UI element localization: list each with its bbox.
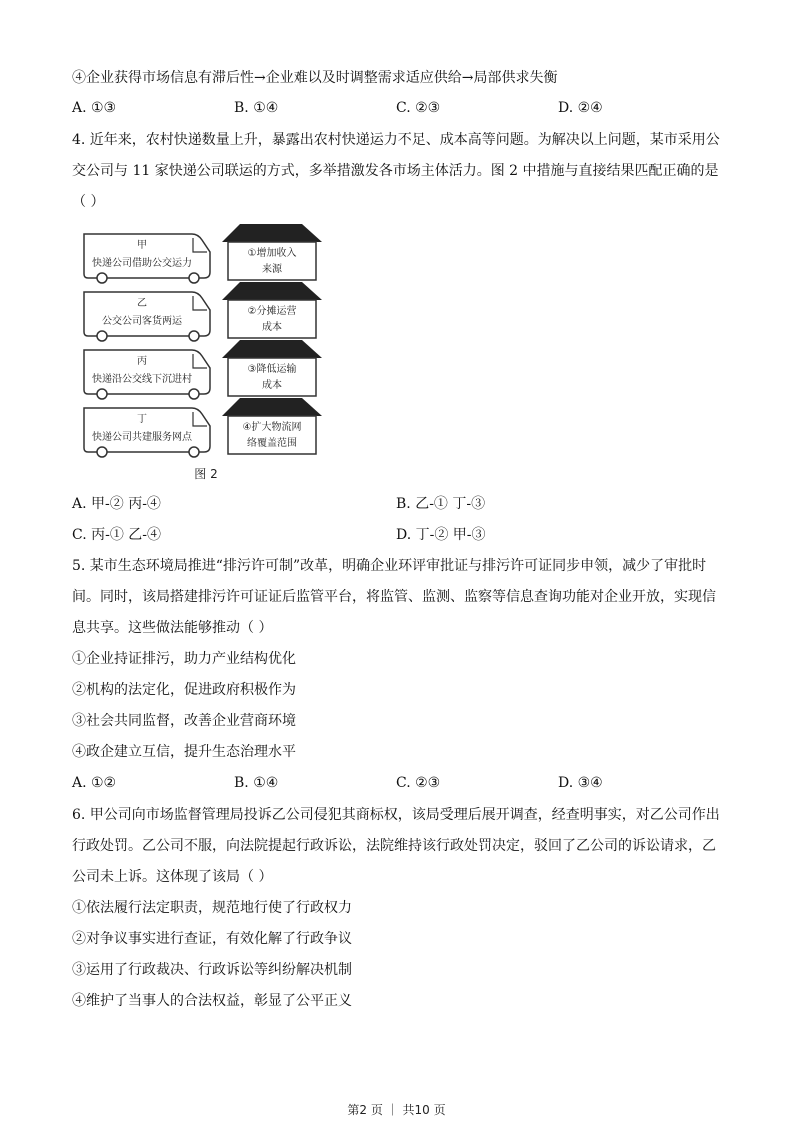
truck-label: 甲 — [137, 240, 147, 251]
house-roof — [222, 398, 322, 416]
truck-wheel — [189, 447, 199, 457]
q6-item-4: ④维护了当事人的合法权益，彰显了公平正义 — [72, 993, 352, 1009]
house-group — [222, 224, 322, 454]
house-text-line-2: 成本 — [262, 380, 282, 391]
figure-2 — [72, 222, 332, 484]
q3-item-4: ④企业获得市场信息有滞后性→企业难以及时调整需求适应供给→局部供求失衡 — [72, 70, 558, 86]
truck-group — [84, 234, 210, 457]
q6-stem-line-3: 公司未上诉。这体现了该局（ ） — [72, 869, 273, 885]
q5-stem-line-2: 间。同时，该局搭建排污许可证证后监管平台，将监管、监测、监察等信息查询功能对企业开放，实现信 — [72, 589, 716, 605]
truck-body — [84, 292, 210, 336]
house-roof — [222, 282, 322, 300]
house-text-line-2: 成本 — [262, 322, 282, 333]
q3-option-d: D. ②④ — [558, 100, 603, 116]
truck-body — [84, 234, 210, 278]
truck-2 — [84, 292, 210, 341]
house-roof — [222, 224, 322, 242]
truck-wheel — [189, 331, 199, 341]
q5-item-4: ④政企建立互信，提升生态治理水平 — [72, 744, 296, 760]
house-text-line-1: ①增加收入 — [247, 248, 297, 259]
q4-option-b: B. 乙-① 丁-③ — [396, 496, 486, 512]
q5-option-c: C. ②③ — [396, 775, 441, 791]
page-footer: 第2 页 ｜ 共10 页 — [347, 1103, 446, 1117]
house-text-line-2: 来源 — [262, 264, 282, 275]
house-1 — [222, 224, 322, 280]
q4-option-a: A. 甲-② 丙-④ — [72, 496, 161, 512]
q6-stem-line-2: 行政处罚。乙公司不服，向法院提起行政诉讼，法院维持该行政处罚决定，驳回了乙公司的诉讼请求，乙 — [72, 838, 716, 854]
q5-item-1: ①企业持证排污，助力产业结构优化 — [72, 651, 296, 667]
truck-wheel — [97, 389, 107, 399]
figure-caption: 图 2 — [194, 467, 218, 481]
truck-label: 乙 — [137, 298, 147, 309]
truck-wheel — [97, 273, 107, 283]
q6-stem-line-1: 6. 甲公司向市场监督管理局投诉乙公司侵犯其商标权，该局受理后展开调查，经查明事实，对乙公司作出 — [72, 807, 720, 823]
truck-label: 丁 — [137, 414, 147, 425]
q3-option-a: A. ①③ — [72, 100, 117, 116]
truck-wheel — [97, 331, 107, 341]
truck-text: 快递沿公交线下沉进村 — [92, 374, 192, 385]
house-roof — [222, 340, 322, 358]
q5-option-a: A. ①② — [72, 775, 117, 791]
truck-wheel — [189, 273, 199, 283]
q4-stem-line-1: 4. 近年来，农村快递数量上升，暴露出农村快递运力不足、成本高等问题。为解决以上问题，某市采用公 — [72, 132, 720, 148]
truck-body — [84, 408, 210, 452]
q4-stem-line-2: 交公司与 11 家快递公司联运的方式，多举措激发各市场主体活力。图 2 中措施与直接结果匹配正确的是 — [72, 163, 719, 179]
truck-3 — [84, 350, 210, 399]
q5-option-d: D. ③④ — [558, 775, 603, 791]
q5-stem-line-1: 5. 某市生态环境局推进“排污许可制”改革，明确企业环评审批证与排污许可证同步申领，减少了审批时 — [72, 558, 707, 574]
q4-option-d: D. 丁-② 甲-③ — [396, 527, 486, 543]
q5-item-3: ③社会共同监督，改善企业营商环境 — [72, 713, 296, 729]
house-2 — [222, 282, 322, 338]
truck-4 — [84, 408, 210, 457]
truck-1 — [84, 234, 210, 283]
q6-item-2: ②对争议事实进行查证，有效化解了行政争议 — [72, 931, 352, 947]
q5-stem-line-3: 息共享。这些做法能够推动（ ） — [72, 620, 273, 636]
q5-item-2: ②机构的法定化，促进政府积极作为 — [72, 682, 296, 698]
q6-item-3: ③运用了行政裁决、行政诉讼等纠纷解决机制 — [72, 962, 352, 978]
house-text-line-1: ④扩大物流网 — [242, 422, 302, 433]
q5-option-b: B. ①④ — [234, 775, 279, 791]
truck-text: 快递公司共建服务网点 — [92, 432, 192, 443]
house-4 — [222, 398, 322, 454]
house-text-line-2: 络覆盖范围 — [247, 438, 297, 449]
q6-item-1: ①依法履行法定职责，规范地行使了行政权力 — [72, 900, 352, 916]
q4-option-c: C. 丙-① 乙-④ — [72, 527, 162, 543]
truck-wheel — [189, 389, 199, 399]
truck-text: 快递公司借助公交运力 — [92, 258, 192, 269]
q3-option-c: C. ②③ — [396, 100, 441, 116]
q3-option-b: B. ①④ — [234, 100, 279, 116]
q4-stem-line-3: （ ） — [72, 194, 105, 210]
truck-body — [84, 350, 210, 394]
truck-text: 公交公司客货两运 — [102, 316, 182, 327]
truck-label: 丙 — [137, 356, 147, 367]
house-text-line-1: ②分摊运营 — [247, 306, 297, 317]
truck-wheel — [97, 447, 107, 457]
house-text-line-1: ③降低运输 — [247, 364, 297, 375]
house-3 — [222, 340, 322, 396]
